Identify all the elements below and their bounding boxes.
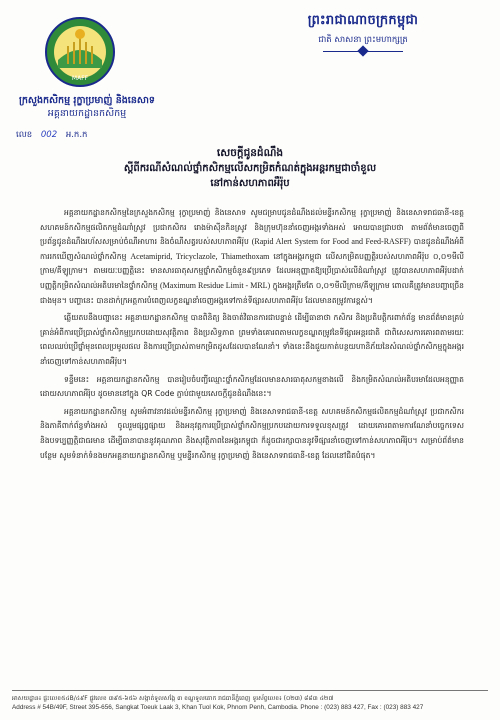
kingdom-title: ព្រះរាជាណាចក្រកម្ពុជា: [307, 13, 419, 28]
paragraph-1: [40, 206, 464, 308]
ref-prefix: លេខ: [16, 130, 33, 140]
paragraph-2: ឆ្លើយតបនឹងបញ្ហានេះ អគ្គនាយកដ្ឋានកសិកម្ម បានពិនិត្យ និងចាត់វិធានការជាបន្ទាន់ ដើម្បីធានាថា កសិករ និងប្រតិបត្តិករពាក់ព័ន្ធ មានព័ត៌មានគ្រប់គ្រាន់អំពីការប្រើប្រាស់ថ្នាំកសិកម្មប្រកបដោយសុវត្ថិភាព និងប្រសិទ្ធភាព ព្រមទាំងគោរពតាមលក្ខខណ្ឌតម្រូវនៃទីផ្សារអន្តរជាតិ ជាពិសេសការគោរពតាមរយៈពេលឈប់ប្រើថ្នាំមុនពេលប្រមូលផល និងការប្រើប្រាស់តាមកម្រិតដូសដែលបានណែនាំ។ ទាំងនេះនឹងជួយកាត់បន្ថយហានិភ័យនៃសំណល់ថ្នាំកសិកម្មក្នុងអង្ករនាំចេញទៅកាន់សហភាពអឺរ៉ុប។: [40, 313, 464, 366]
kingdom-motto: ជាតិ សាសនា ព្រះមហាក្សត្រ: [318, 35, 408, 45]
paragraph-3: ទន្ទឹមនេះ អគ្គនាយកដ្ឋានកសិកម្ម បានរៀបចំបញ្ជីឈ្មោះថ្នាំកសិកម្មដែលមានសារធាតុសកម្មខាងលើ និងកម្រិតសំណល់អតិបរមាដែលអនុញ្ញាតដោយសហភាពអឺរ៉ុប ដូចមាននៅក្នុង QR Code ភ្ជាប់ជាមួយសេចក្ដីជូនដំណឹងនេះ។: [40, 374, 464, 399]
ministry-name: [12, 94, 162, 120]
footer-address: [12, 690, 488, 712]
ministry-line-1: ក្រសួងកសិកម្ម រុក្ខាប្រមាញ់ និងនេសាទ: [19, 95, 155, 106]
title-line-2: ស្ដីពីករណីសំណល់ថ្នាំកសិកម្មលើសកម្រិតកំណត់ក្នុងអន្តរកម្មជាចាំខួល: [123, 163, 377, 174]
p1-rasff: (Rapid Alert System for Food and Feed-RASFF): [251, 237, 411, 247]
ref-suffix: អ.ក.ក: [65, 130, 88, 140]
address-english: Address # 54B/49F, Street 395-656, Sangkat Toeuk Laak 3, Khan Tuol Kok, Phnom Penh, Cambodia. Phone : (023) 883 427, Fax : (023) 883 427: [12, 704, 424, 711]
svg-text:MAFF: MAFF: [71, 75, 89, 82]
ministry-logo: [44, 16, 116, 88]
ministry-line-2: អគ្គនាយកដ្ឋានកសិកម្ម: [47, 108, 127, 119]
ref-number: 002: [40, 130, 58, 140]
p1-text-c: នៅក្នុងអង្ករកម្ពុជា លើសកម្រិតបញ្ញត្តិរបស់សហភាពអឺរ៉ុប ០,០១មីលីក្រាម/គីឡូក្រាម។ តាមរយៈបញ្ញត្តិនេះ មានសារធាតុសកម្មថ្នាំកសិកម្មចំនួន៩ប្រភេទ ដែលអនុញ្ញាតឱ្យប្រើប្រាស់លើដំណាំស្រូវ ត្រូវបានសហភាពអឺរ៉ុបដាក់បញ្ញត្តិកម្រិតសំណល់អតិបរមានៃថ្នាំកសិកម្ម: [40, 251, 465, 290]
title-line-1: សេចក្ដីជូនដំណឹង: [216, 147, 284, 159]
p1-text-a: អគ្គនាយកដ្ឋានកសិកម្មនៃក្រសួងកសិកម្ម រុក្ខាប្រមាញ់ និងនេសាទ សូមជម្រាបជូនដំណឹងដល់មន្ទីរកសិកម្ម រុក្ខាប្រមាញ់ និងនេសាទរាជធានី-ខេត្ត សហគមន៍កសិកម្មផលិតកម្មដំណាំស្រូវ ប្រជាកសិករ រោងម៉ាស៊ីនកិនស្រូវ និងក្រុមហ៊ុននាំចេញអង្ករទាំងអស់ អោយបានជ្រាបថា តាមព័ត៌មានចេញពីប្រព័ន្ធជូនដំណឹងរហ័សសម្រាប់ចំណីអាហារ និងចំណីសត្វរបស់សហភាពអឺរ៉ុប: [40, 208, 464, 247]
paragraph-4: អគ្គនាយកដ្ឋានកសិកម្ម សូមអំពាវនាវដល់មន្ទីរកសិកម្ម រុក្ខាប្រមាញ់ និងនេសាទរាជធានី-ខេត្ត សហគមន៍កសិកម្មផលិតកម្មដំណាំស្រូវ ប្រជាកសិករ និងភាគីពាក់ព័ន្ធទាំងអស់ ចូលរួមផ្សព្វផ្សាយ និងអនុវត្តការប្រើប្រាស់ថ្នាំកសិកម្មប្រកបដោយការទទួលខុសត្រូវ ដោយគោរពតាមការណែនាំបច្ចេកទេស និងបទប្បញ្ញត្តិជាធរមាន ដើម្បីធានាបាននូវគុណភាព និងសុវត្ថិភាពនៃអង្ករកម្ពុជា ក៏ដូចជារក្សាបាននូវទីផ្សារនាំចេញទៅកាន់សហភាពអឺរ៉ុប។ សម្រាប់ព័ត៌មានបន្ថែម សូមទំនាក់ទំនងមកអគ្គនាយកដ្ឋានកសិកម្ម ឬមន្ទីរកសិកម្ម រុក្ខាប្រមាញ់ និងនេសាទរាជធានី-ខេត្ត ដែលនៅជិតបំផុត។: [40, 406, 464, 460]
ornament-divider: [323, 51, 403, 60]
p1-text-d: ក្នុងអង្ករត្រឹមតែ ០,០១មីលីក្រាម/គីឡូក្រាម ពោលគឺត្រូវមានបញ្ហាច្រើនជាងមុន។ បញ្ហានេះ បានដាក់ក្រអត្តការបំពេញលក្ខខណ្ឌនាំចេញអង្ករទៅកាន់ទីផ្សារសហភាពអឺរ៉ុប ដែលមានតម្រូវការខ្ពស់។: [40, 280, 464, 305]
title-line-3: នៅកាន់សហភាពអឺរ៉ុប: [210, 178, 290, 189]
p1-text-b: បានជូនដំណឹងអំពីការរកឃើញសំណល់ថ្នាំកសិកម្ម: [40, 237, 465, 261]
reference-number: [16, 130, 216, 142]
notice-title: [40, 146, 460, 191]
p1-pesticides: Acetamiprid, Tricyclazole, Thiamethoxam: [130, 251, 270, 261]
address-khmer: អាសយដ្ឋាន៖ ផ្ទះលេខ៥៤B/៤៩F ផ្លូវលេខ ៣៩៥-៦៥៦ សង្កាត់ទួលសង្កែ ៣ ខណ្ឌទួលគោក រាជធានីភ្នំពេញ ទូរស័ព្ទលេខ៖ (០២៣) ៨៨៣ ៤២៧: [12, 695, 334, 702]
kingdom-header: [248, 12, 478, 60]
notice-body: [40, 206, 464, 466]
p1-mrl: (Maximum Residue Limit - MRL): [160, 280, 271, 290]
